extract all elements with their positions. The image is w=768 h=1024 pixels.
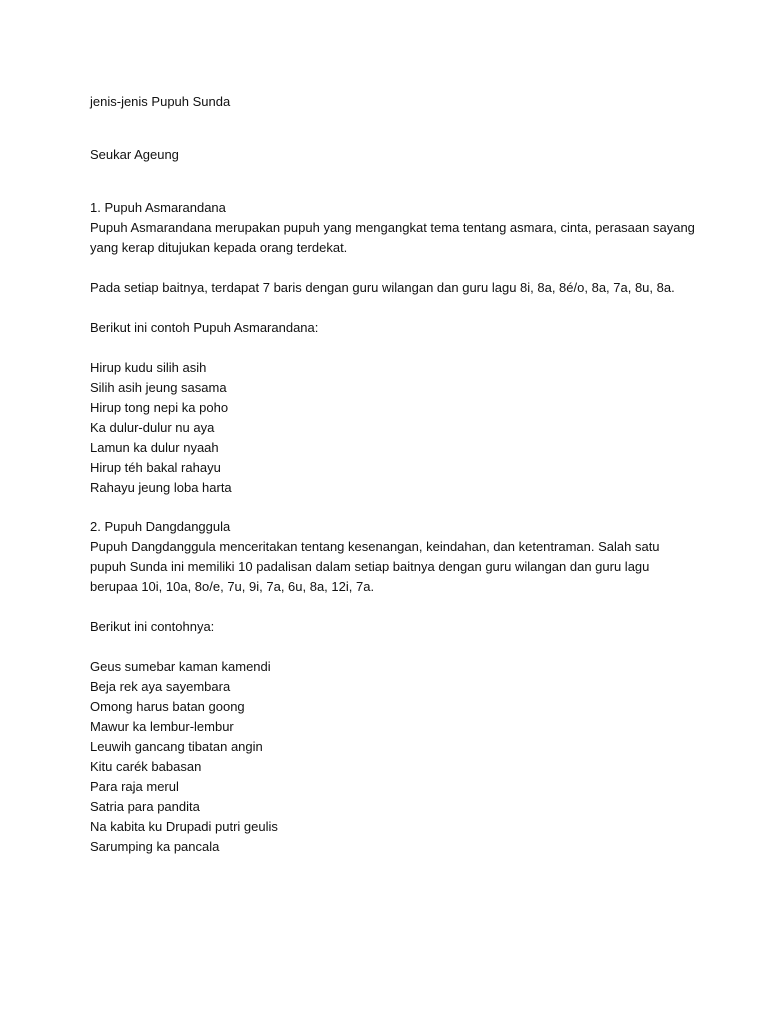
document-subtitle: Seukar Ageung xyxy=(90,147,179,162)
section1-verse xyxy=(90,358,690,498)
section2-example-intro: Berikut ini contohnya: xyxy=(90,619,215,634)
document-page xyxy=(90,92,695,857)
verse-line: Geus sumebar kaman kamendi xyxy=(90,659,271,674)
section2-heading: 2. Pupuh Dangdanggula xyxy=(90,519,231,534)
verse-line: Ka dulur-dulur nu aya xyxy=(90,420,215,435)
verse-line: Hirup kudu silih asih xyxy=(90,360,207,375)
section2-desc-line: Pupuh Dangdanggula menceritakan tentang kesenangan, keindahan, dan ketentraman. Salah satu xyxy=(90,539,660,554)
section2-verse xyxy=(90,657,690,857)
verse-line: Hirup tong nepi ka poho xyxy=(90,400,229,415)
spacer xyxy=(90,298,690,318)
verse-line: Omong harus batan goong xyxy=(90,699,245,714)
spacer xyxy=(90,338,690,358)
spacer xyxy=(90,597,690,617)
spacer xyxy=(90,165,690,198)
verse-line: Mawur ka lembur-lembur xyxy=(90,719,234,734)
section1-heading: 1. Pupuh Asmarandana xyxy=(90,200,226,215)
section1-structure: Pada setiap baitnya, terdapat 7 baris dengan guru wilangan dan guru lagu 8i, 8a, 8é/o, 8a, 7a, 8u, 8a. xyxy=(90,280,675,295)
document-title: jenis-jenis Pupuh Sunda xyxy=(90,94,231,109)
section2-desc-line: pupuh Sunda ini memiliki 10 padalisan dalam setiap baitnya dengan guru wilangan dan guru lagu xyxy=(90,559,650,574)
section2-desc-line: berupaa 10i, 10a, 8o/e, 7u, 9i, 7a, 6u, 8a, 12i, 7a. xyxy=(90,579,375,594)
verse-line: Sarumping ka pancala xyxy=(90,839,220,854)
section1-example-intro: Berikut ini contoh Pupuh Asmarandana: xyxy=(90,320,319,335)
verse-line: Kitu carék babasan xyxy=(90,759,202,774)
verse-line: Leuwih gancang tibatan angin xyxy=(90,739,263,754)
spacer xyxy=(90,112,690,145)
verse-line: Silih asih jeung sasama xyxy=(90,380,227,395)
verse-line: Lamun ka dulur nyaah xyxy=(90,440,219,455)
section1-description xyxy=(90,218,695,258)
section2-description xyxy=(90,537,690,597)
spacer xyxy=(90,258,690,278)
verse-line: Hirup téh bakal rahayu xyxy=(90,460,221,475)
verse-line: Beja rek aya sayembara xyxy=(90,679,231,694)
verse-line: Rahayu jeung loba harta xyxy=(90,480,232,495)
section1-desc-line: yang kerap ditujukan kepada orang terdekat. xyxy=(90,240,348,255)
verse-line: Para raja merul xyxy=(90,779,179,794)
spacer xyxy=(90,498,690,517)
spacer xyxy=(90,637,690,657)
verse-line: Satria para pandita xyxy=(90,799,200,814)
section1-desc-line: Pupuh Asmarandana merupakan pupuh yang mengangkat tema tentang asmara, cinta, perasaan sayang xyxy=(90,220,695,235)
verse-line: Na kabita ku Drupadi putri geulis xyxy=(90,819,278,834)
